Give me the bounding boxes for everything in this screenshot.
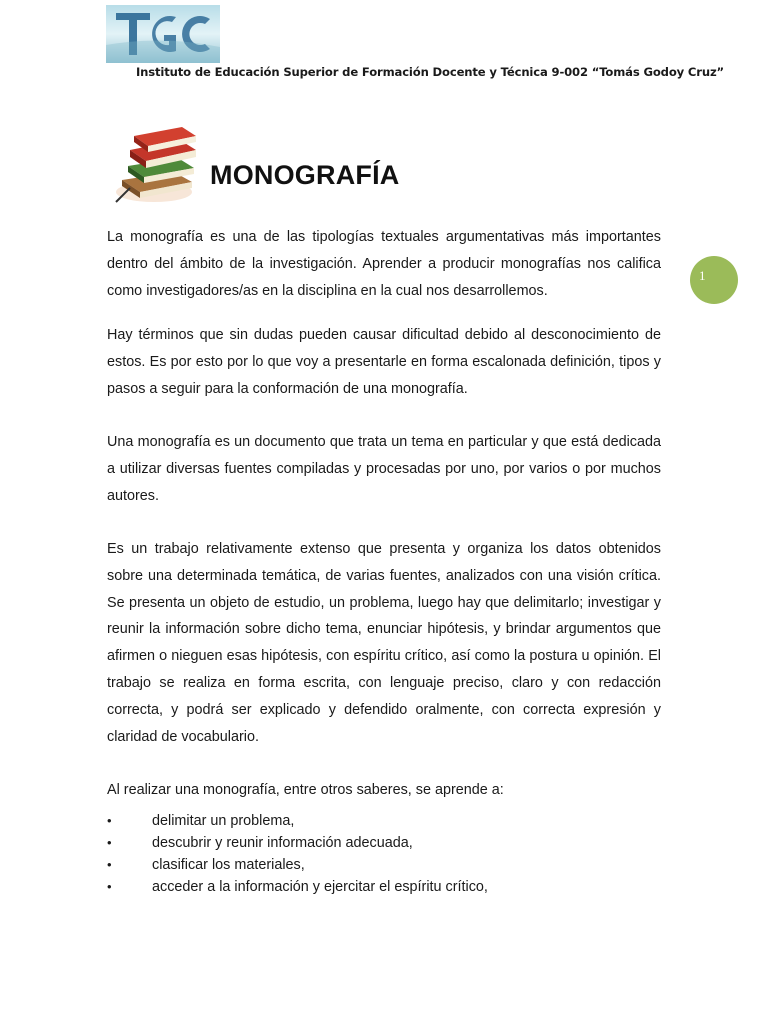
page-number: 1: [699, 268, 706, 283]
list-item: [107, 832, 667, 854]
bullet-icon: •: [107, 879, 112, 894]
institution-logo: [106, 5, 220, 63]
list-item-text: acceder a la información y ejercitar el espíritu crítico,: [152, 879, 488, 895]
paragraph: Es un trabajo relativamente extenso que presenta y organiza los datos obtenidos sobre una determinada temática, de varias fuentes, analizados con una visión crítica. Se presenta un objeto de estudio, un problema, luego hay que delimitarlo; investigar y reunir la información sobre dicho tema, enunciar hipótesis, y brindar argumentos que afirmen o nieguen esas hipótesis, con espíritu crítico, así como la postura u opinión. El trabajo se realiza en forma escrita, con lenguaje preciso, claro y con redacción correcta, y podrá ser explicado y defendido oralmente, con correcta expresión y claridad de vocabulario.: [107, 541, 661, 745]
bullet-list: [107, 810, 667, 898]
list-item: [107, 876, 667, 898]
list-item-text: descubrir y reunir información adecuada,: [152, 835, 413, 851]
list-item: [107, 854, 667, 876]
books-stack-icon: [112, 122, 202, 206]
paragraph: Hay términos que sin dudas pueden causar dificultad debido al desconocimiento de estos. Es por esto por lo que voy a presentarle en forma escalonada definición, tipos y pasos a seguir para la conformación de una monografía.: [107, 327, 661, 397]
bullet-icon: •: [107, 835, 112, 850]
bullet-icon: •: [107, 857, 112, 872]
page-number-badge: [690, 256, 738, 304]
list-item: [107, 810, 667, 832]
paragraph: Una monografía es un documento que trata un tema en particular y que está dedicada a utilizar diversas fuentes compiladas y procesadas por uno, por varios o por muchos autores.: [107, 434, 661, 504]
list-item-text: delimitar un problema,: [152, 813, 295, 829]
document-title: MONOGRAFÍA: [210, 160, 400, 190]
institute-name: Instituto de Educación Superior de Formación Docente y Técnica 9-002 “Tomás Godoy Cruz”: [136, 65, 725, 79]
list-item-text: clasificar los materiales,: [152, 857, 305, 873]
paragraph: La monografía es una de las tipologías textuales argumentativas más importantes dentro del ámbito de la investigación. Aprender a producir monografías nos califica como investigadores/as en la disciplina en la cual nos desarrollemos.: [107, 229, 661, 299]
bullet-icon: •: [107, 813, 112, 828]
paragraph: Al realizar una monografía, entre otros saberes, se aprende a:: [107, 782, 504, 798]
